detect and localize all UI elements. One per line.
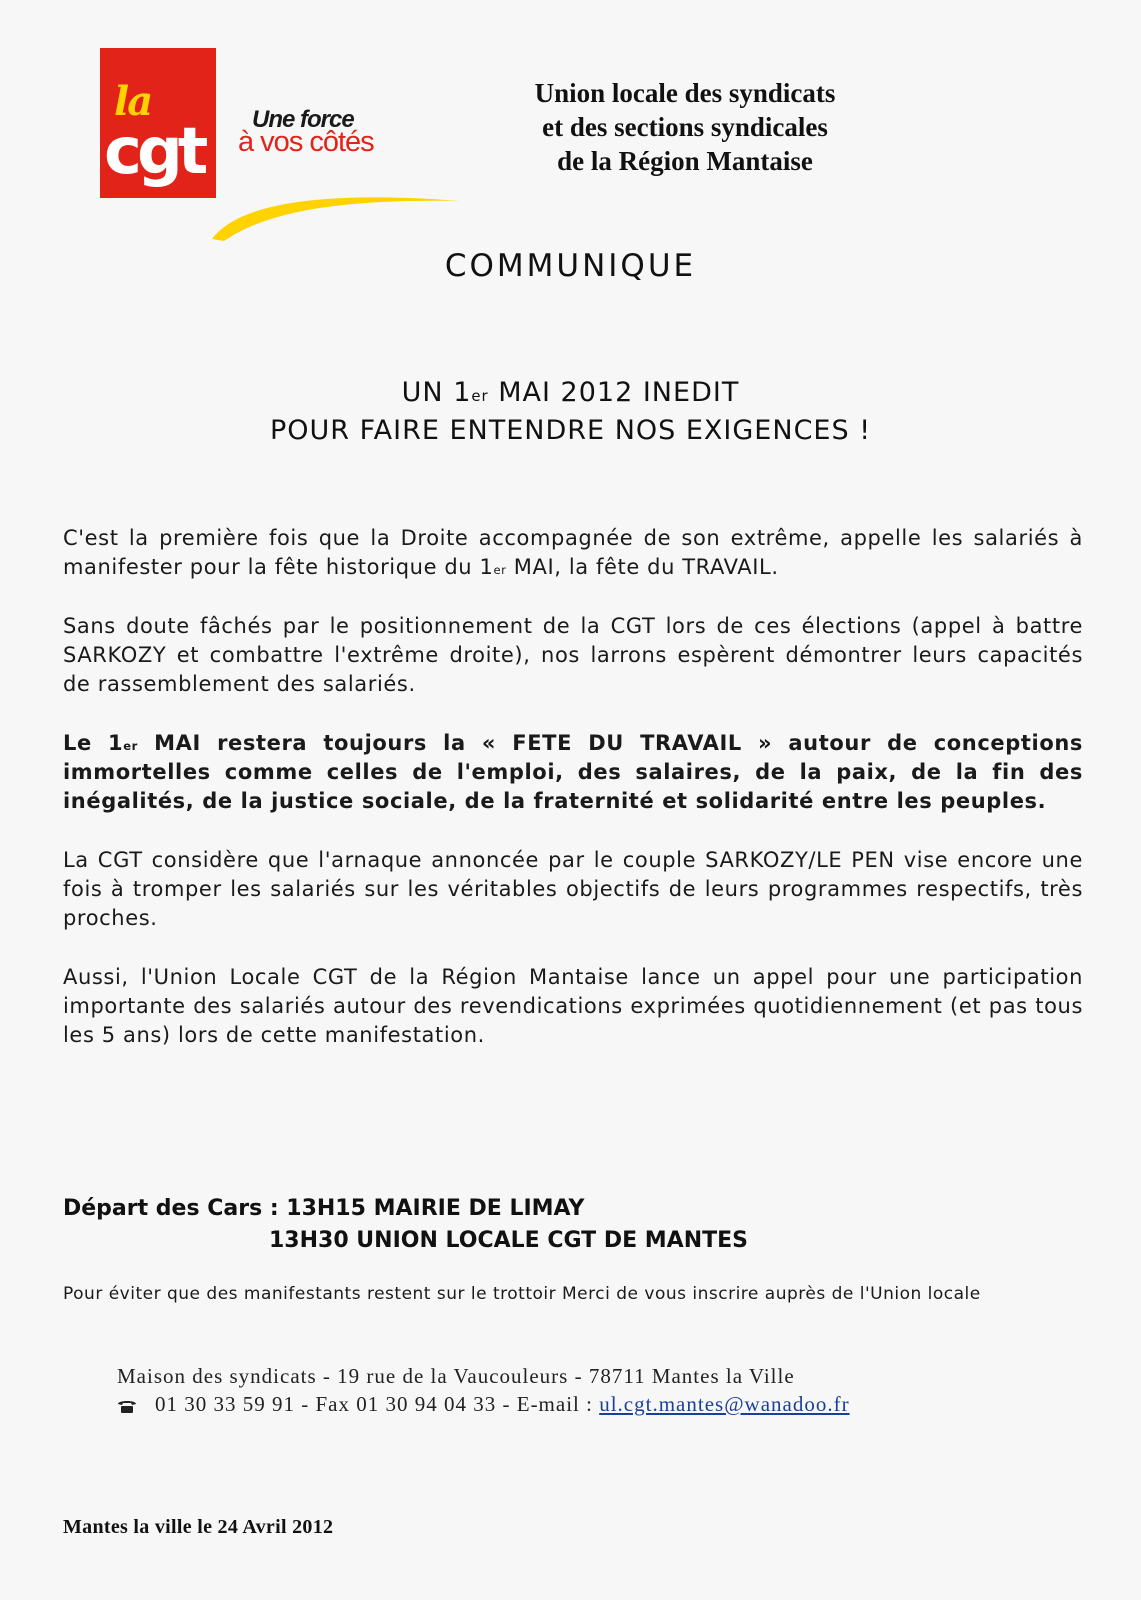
body-text	[63, 524, 1083, 1080]
departure-row: 13H30 UNION LOCALE CGT DE MANTES	[269, 1228, 748, 1253]
headline-text: MAI 2012 INEDIT	[488, 377, 740, 408]
logo-slogan-line2: à vos côtés	[238, 126, 374, 158]
telephone-icon	[117, 1399, 137, 1413]
paragraph-bold	[63, 729, 1083, 816]
paragraph: Aussi, l'Union Locale CGT de la Région Mantaise lance un appel pour une participation importante des salariés autour des revendications exprimées quotidiennement (et pas tous les 5 ans) lors de cette manifestation.	[63, 965, 1083, 1047]
union-line: Union locale des syndicats	[534, 78, 836, 108]
paragraph-text: Le 1	[63, 731, 124, 755]
paragraph-text: C'est la première fois que la Droite accompagnée de son extrême, appelle les salariés à manifester pour la fête historique du 1	[63, 526, 1083, 579]
contact-block	[117, 1362, 850, 1418]
headline-superscript: er	[471, 387, 489, 405]
departure-row	[63, 1193, 748, 1225]
union-line: de la Région Mantaise	[557, 146, 813, 176]
paragraph: La CGT considère que l'arnaque annoncée par le couple SARKOZY/LE PEN vise encore une fois à tromper les salariés sur les véritables objectifs de leurs programmes respectifs, très proches.	[63, 848, 1083, 930]
document-date: Mantes la ville le 24 Avril 2012	[63, 1516, 334, 1538]
departure-label: Départ des Cars :	[63, 1196, 287, 1221]
superscript: er	[493, 563, 507, 577]
union-heading	[470, 76, 900, 178]
contact-phone-text: 01 30 33 59 91 - Fax 01 30 94 04 33 - E-mail :	[155, 1392, 600, 1416]
contact-address: Maison des syndicats - 19 rue de la Vaucouleurs - 78711 Mantes la Ville	[117, 1364, 795, 1388]
departure-schedule	[63, 1193, 748, 1257]
headline-text: UN 1	[401, 377, 472, 408]
contact-phone-line	[117, 1390, 850, 1418]
cgt-logo	[100, 48, 470, 206]
headline-line1	[0, 374, 1141, 412]
email-link[interactable]: ul.cgt.mantes@wanadoo.fr	[599, 1392, 850, 1416]
paragraph: Sans doute fâchés par le positionnement de la CGT lors de ces élections (appel à battre SARKOZY et combattre l'extrême droite), nos larrons espèrent démontrer leurs capacités de rassemblement des salariés.	[63, 614, 1083, 696]
paragraph	[63, 524, 1083, 582]
departure-time: 13H15 MAIRIE DE LIMAY	[286, 1196, 585, 1221]
headline-line2: POUR FAIRE ENTENDRE NOS EXIGENCES !	[269, 415, 872, 446]
logo-la-text: la	[114, 78, 152, 125]
superscript: er	[123, 739, 138, 753]
logo-red-block	[100, 48, 216, 198]
registration-notice: Pour éviter que des manifestants restent sur le trottoir Merci de vous inscrire auprès de l'Union locale	[63, 1284, 981, 1304]
page-title: COMMUNIQUE	[444, 248, 697, 284]
headline	[0, 374, 1141, 450]
paragraph-text: MAI, la fête du TRAVAIL.	[506, 555, 779, 579]
paragraph-text: MAI restera toujours la « FETE DU TRAVAIL » autour de conceptions immortelles comme celles de l'emploi, des salaires, de la paix, de la fin des inégalités, de la justice sociale, de la fraternité et solidarité entre les peuples.	[63, 731, 1083, 813]
logo-cgt-text: cgt	[104, 115, 204, 189]
union-line: et des sections syndicales	[542, 112, 828, 142]
logo-slogan-line1: Une force	[252, 106, 354, 133]
